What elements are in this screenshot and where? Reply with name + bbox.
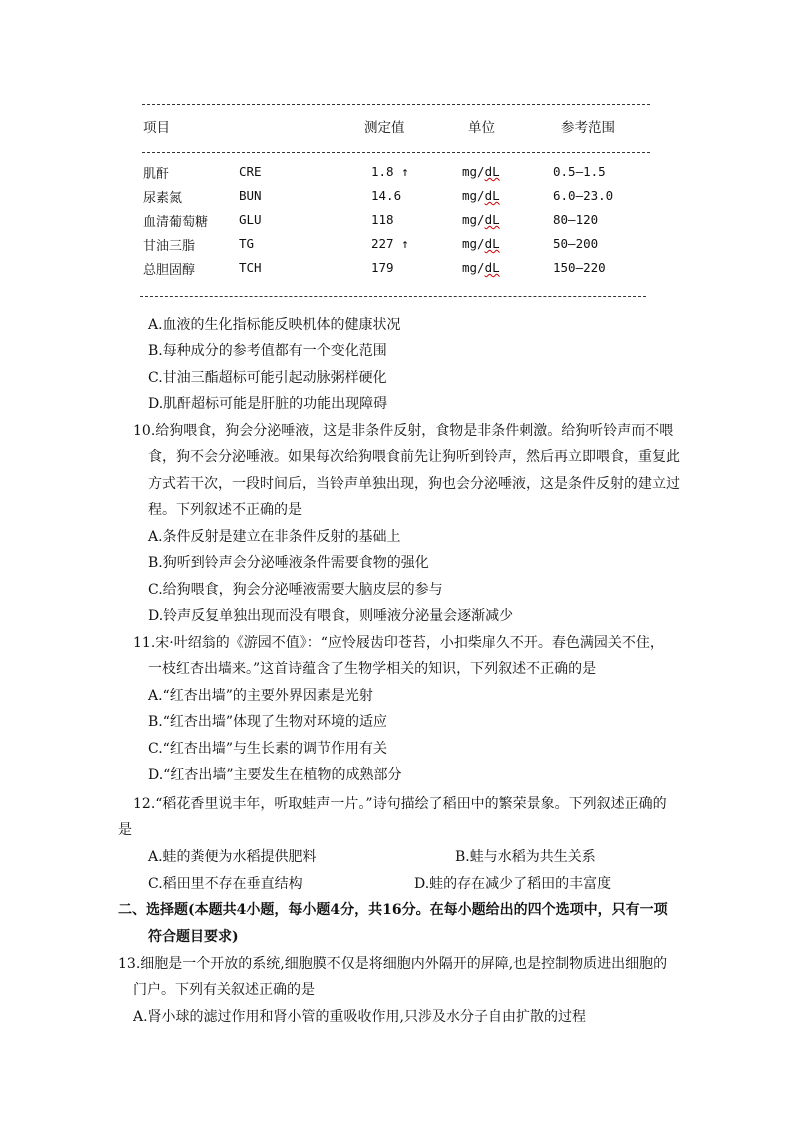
row-range: 80—120 — [553, 212, 599, 227]
q12-stem-line-1: 12.“稻花香里说丰年，听取蛙声一片。”诗句描绘了稻田中的繁荣景象。下列叙述正确的 — [133, 796, 667, 812]
table-header-rule — [142, 152, 650, 153]
q12-option-a: A.蛙的粪便为水稻提供肥料 — [148, 849, 317, 865]
q11-stem-line-1: 11.宋·叶绍翁的《游园不值》：“应怜屐齿印苍苔，小扣柴扉久不开。春色满园关不住， — [133, 635, 664, 651]
q10-option-d: D.铃声反复单独出现而没有喂食，则唾液分泌量会逐渐减少 — [148, 608, 514, 624]
q11-option-c: C.“红杏出墙”与生长素的调节作用有关 — [148, 741, 387, 757]
q10-option-a: A.条件反射是建立在非条件反射的基础上 — [148, 529, 401, 545]
row-range: 6.0—23.0 — [553, 188, 614, 203]
row-value: 118 — [371, 212, 394, 227]
row-value: 14.6 — [371, 188, 402, 203]
q10-stem-line-4: 程。下列叙述不正确的是 — [148, 502, 302, 518]
row-unit: mg/dL — [462, 164, 500, 179]
row-name: 甘油三脂 — [143, 239, 196, 254]
row-name: 总胆固醇 — [143, 263, 196, 278]
q10-stem-line-3: 方式若干次，一段时间后，当铃声单独出现，狗也会分泌唾液，这是条件反射的建立过 — [148, 476, 680, 492]
row-code: TCH — [239, 260, 262, 275]
row-value: 227 ↑ — [371, 236, 409, 251]
row-name: 肌酐 — [143, 167, 170, 182]
row-code: CRE — [239, 164, 262, 179]
q9-option-c: C.甘油三酯超标可能引起动脉粥样硬化 — [148, 370, 387, 386]
q10-stem-line-1: 10.给狗喂食，狗会分泌唾液，这是非条件反射，食物是非条件刺激。给狗听铃声而不喂 — [133, 423, 674, 439]
section-2-heading-line-1: 二、选择题(本题共4小题，每小题4分，共16分。在每小题给出的四个选项中，只有一项 — [118, 902, 668, 918]
row-range: 0.5—1.5 — [553, 164, 606, 179]
row-range: 150—220 — [553, 260, 606, 275]
row-unit: mg/dL — [462, 236, 500, 251]
row-range: 50—200 — [553, 236, 599, 251]
q10-option-c: C.给狗喂食，狗会分泌唾液需要大脑皮层的参与 — [148, 582, 443, 598]
q12-option-c: C.稻田里不存在垂直结构 — [148, 876, 303, 892]
row-code: BUN — [239, 188, 262, 203]
q10-option-b: B.狗听到铃声会分泌唾液条件需要食物的强化 — [148, 555, 429, 571]
q11-option-d: D.“红杏出墙”主要发生在植物的成熟部分 — [148, 767, 402, 783]
row-value: 1.8 ↑ — [371, 164, 409, 179]
section-2-heading-line-2: 符合题目要求) — [148, 929, 239, 945]
q11-stem-line-2: 一枝红杏出墙来。”这首诗蕴含了生物学相关的知识，下列叙述不正确的是 — [148, 661, 597, 677]
row-code: GLU — [239, 212, 262, 227]
row-code: TG — [239, 236, 255, 251]
q12-option-b: B.蛙与水稻为共生关系 — [455, 849, 596, 865]
header-value: 测定值 — [364, 120, 405, 136]
q13-stem-line-2: 门户。下列有关叙述正确的是 — [133, 982, 315, 998]
q12-option-d: D.蛙的存在减少了稻田的丰富度 — [414, 876, 612, 892]
row-name: 尿素氮 — [143, 191, 183, 206]
header-range: 参考范围 — [561, 120, 615, 136]
header-item: 项目 — [143, 120, 170, 136]
q10-stem-line-2: 食，狗不会分泌唾液。如果每次给狗喂食前先让狗听到铃声，然后再立即喂食，重复此 — [148, 449, 680, 465]
q9-option-b: B.每种成分的参考值都有一个变化范围 — [148, 343, 387, 359]
header-unit: 单位 — [468, 120, 495, 136]
row-name: 血清葡萄糖 — [143, 215, 209, 230]
q11-option-a: A.“红杏出墙”的主要外界因素是光射 — [148, 688, 373, 704]
row-unit: mg/dL — [462, 188, 500, 203]
row-unit: mg/dL — [462, 212, 500, 227]
q9-option-a: A.血液的生化指标能反映机体的健康状况 — [148, 317, 401, 333]
q13-stem-line-1: 13.细胞是一个开放的系统,细胞膜不仅是将细胞内外隔开的屏障,也是控制物质进出细胞的 — [118, 956, 668, 972]
row-value: 179 — [371, 260, 394, 275]
q9-option-d: D.肌酐超标可能是肝脏的功能出现障碍 — [148, 396, 388, 412]
q12-stem-line-2: 是 — [118, 822, 132, 838]
table-top-rule — [142, 104, 650, 105]
q13-option-a: A.肾小球的滤过作用和肾小管的重吸收作用,只涉及水分子自由扩散的过程 — [133, 1009, 587, 1025]
q11-option-b: B.“红杏出墙”体现了生物对环境的适应 — [148, 714, 388, 730]
table-bottom-rule — [140, 296, 646, 297]
row-unit: mg/dL — [462, 260, 500, 275]
